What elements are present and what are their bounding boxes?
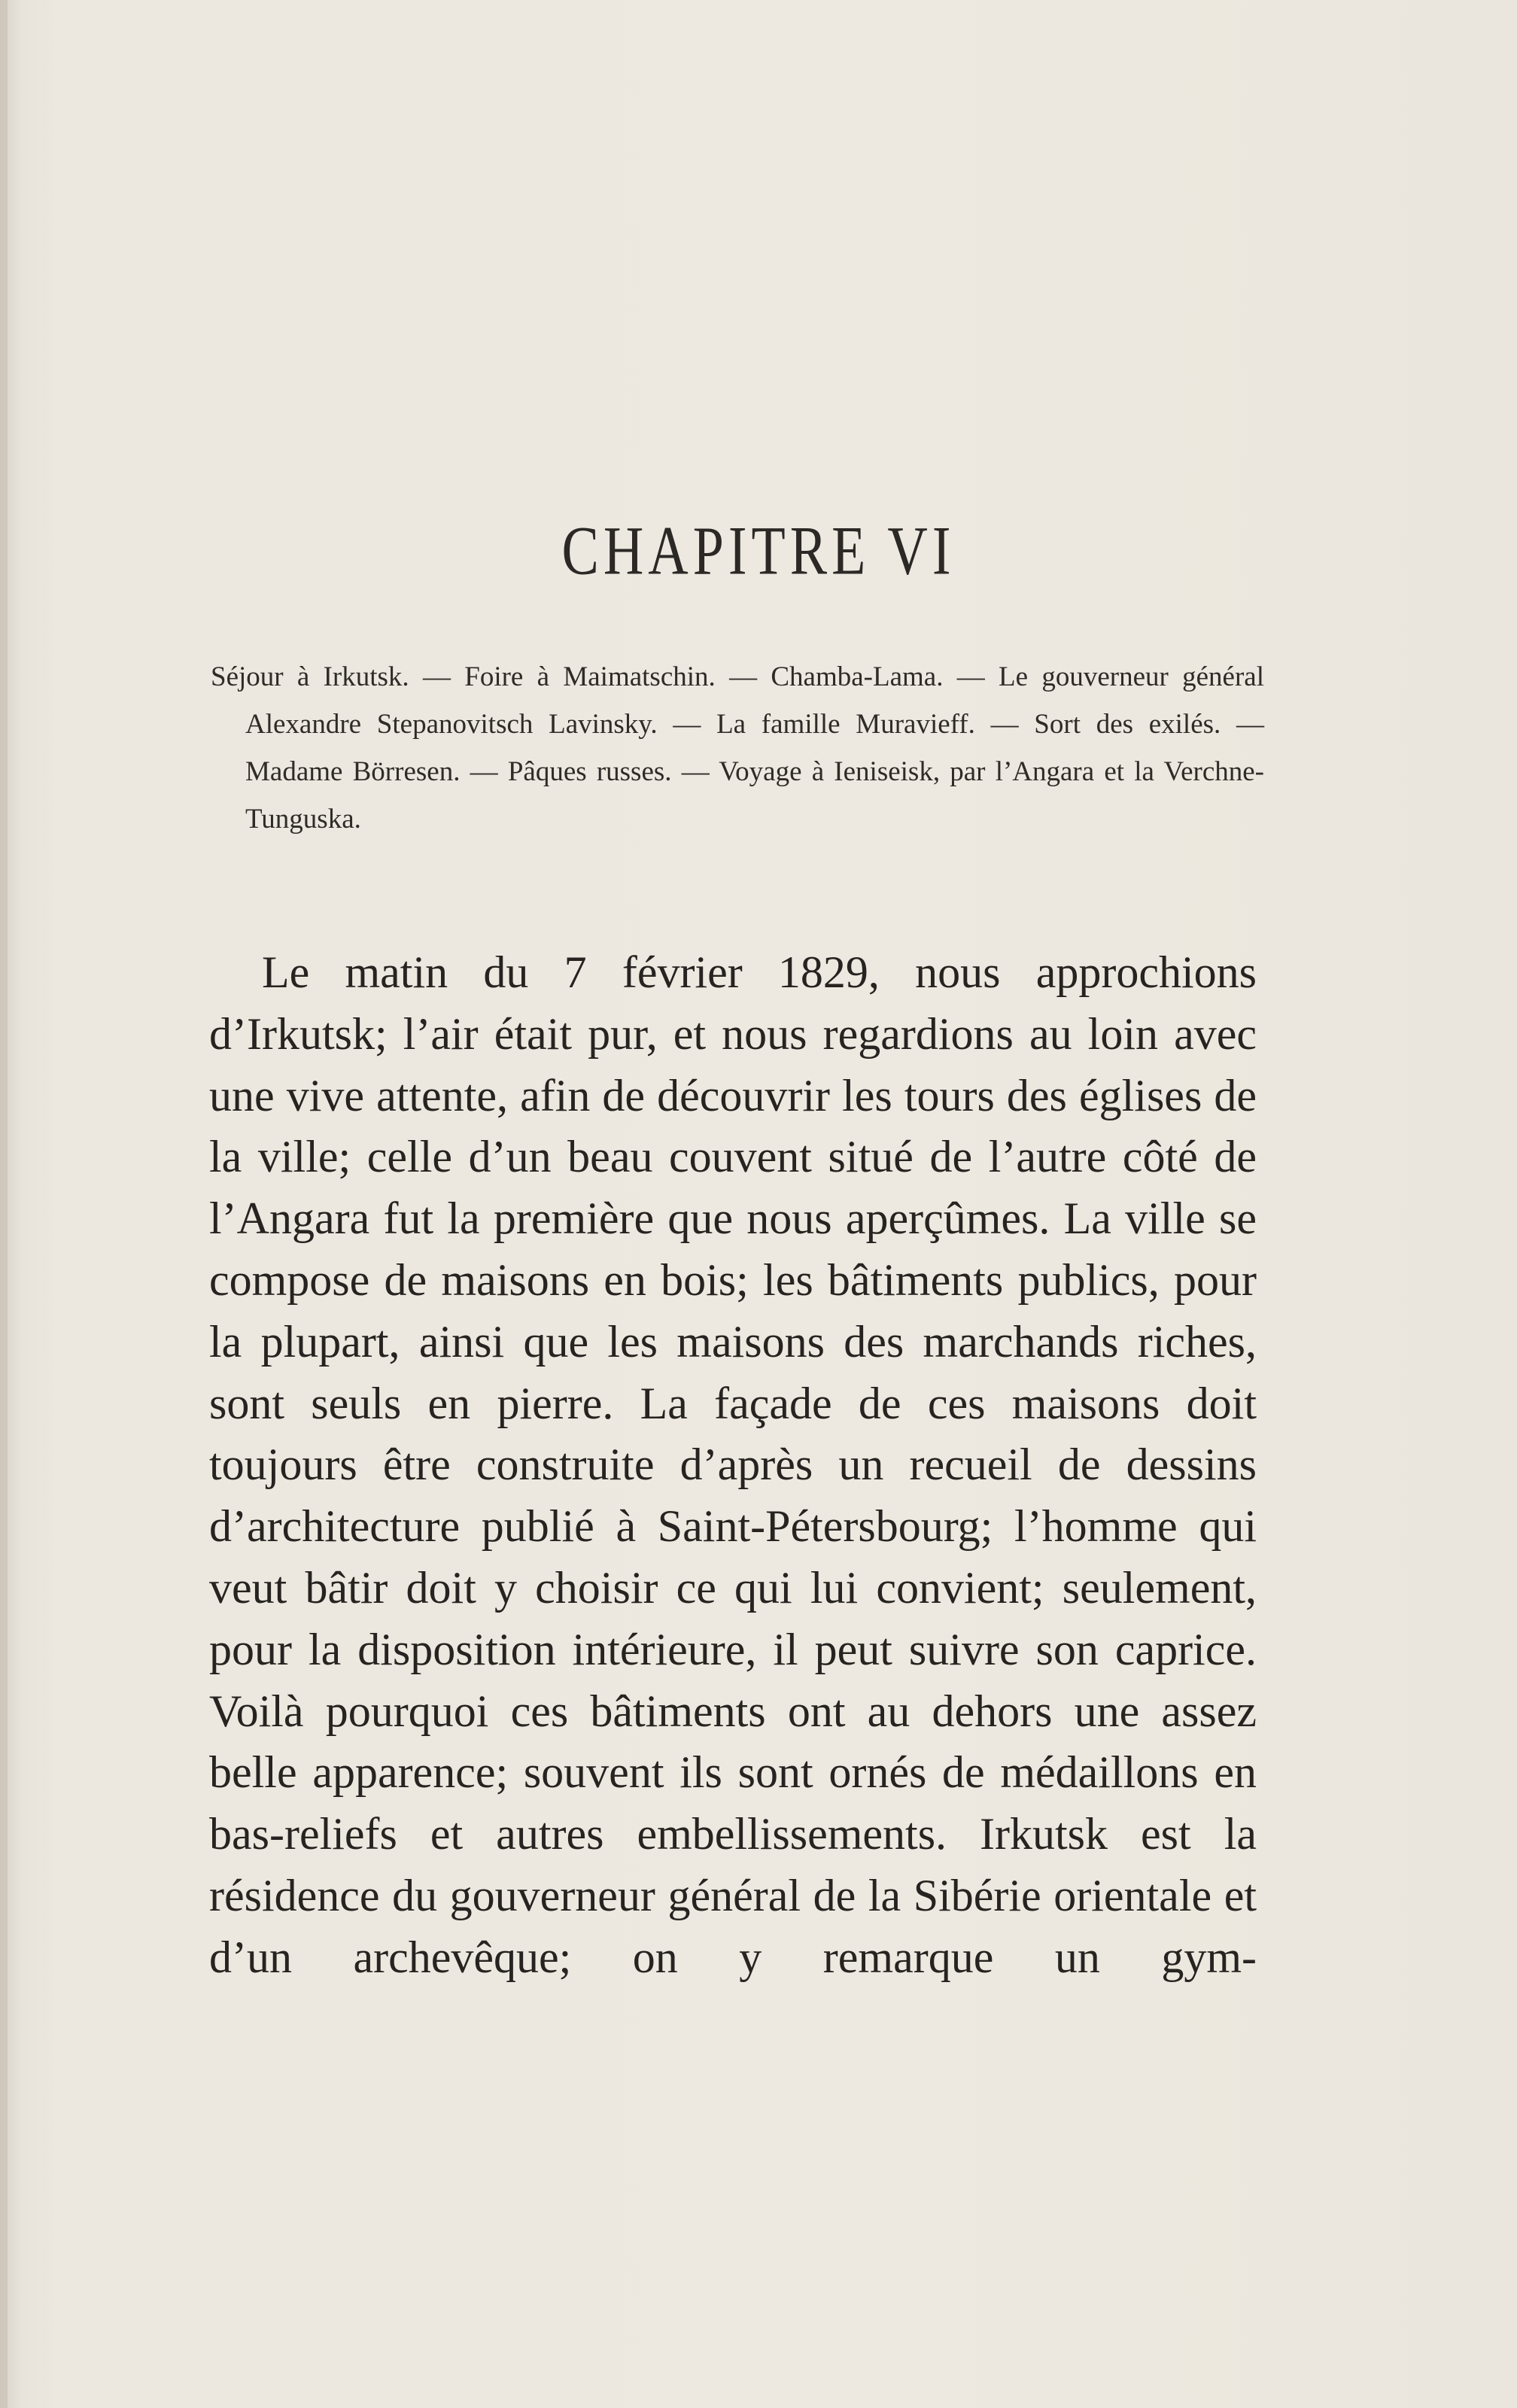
page-binding-edge [0,0,8,2408]
chapter-summary: Séjour à Irkutsk. — Foire à Maimatschin. — Chamba-Lama. — Le gouverneur général Alexandre Stepanovitsch Lavinsky. — La famille Muravieff. — Sort des exilés. — Madame Börresen. — Pâques russes. — Voyage à Ieniseisk, par l’Angara et la Verchne-Tunguska. [211,661,1264,835]
body-paragraph: Le matin du 7 février 1829, nous approchions d’Irkutsk; l’air était pur, et nous regardions au loin avec une vive attente, afin de découvrir les tours des églises de la ville; celle d’un beau couvent situé de l’autre côté de l’Angara fut la première que nous aperçûmes. La ville se compose de maisons en bois; les bâtiments publics, pour la plupart, ainsi que les maisons des marchands riches, sont seuls en pierre. La façade de ces maisons doit toujours être construite d’après un recueil de dessins d’architecture publié à Saint-Pétersbourg; l’homme qui veut bâtir doit y choisir ce qui lui convient; seulement, pour la disposition intérieure, il peut suivre son caprice. Voilà pourquoi ces bâtiments ont au dehors une assez belle apparence; souvent ils sont ornés de médaillons en bas-reliefs et autres embellissements. Irkutsk est la résidence du gouverneur général de la Sibérie orientale et d’un archevêque; on y remarque un gym- [209,947,1257,1982]
chapter-title: CHAPITRE VI [561,512,956,590]
